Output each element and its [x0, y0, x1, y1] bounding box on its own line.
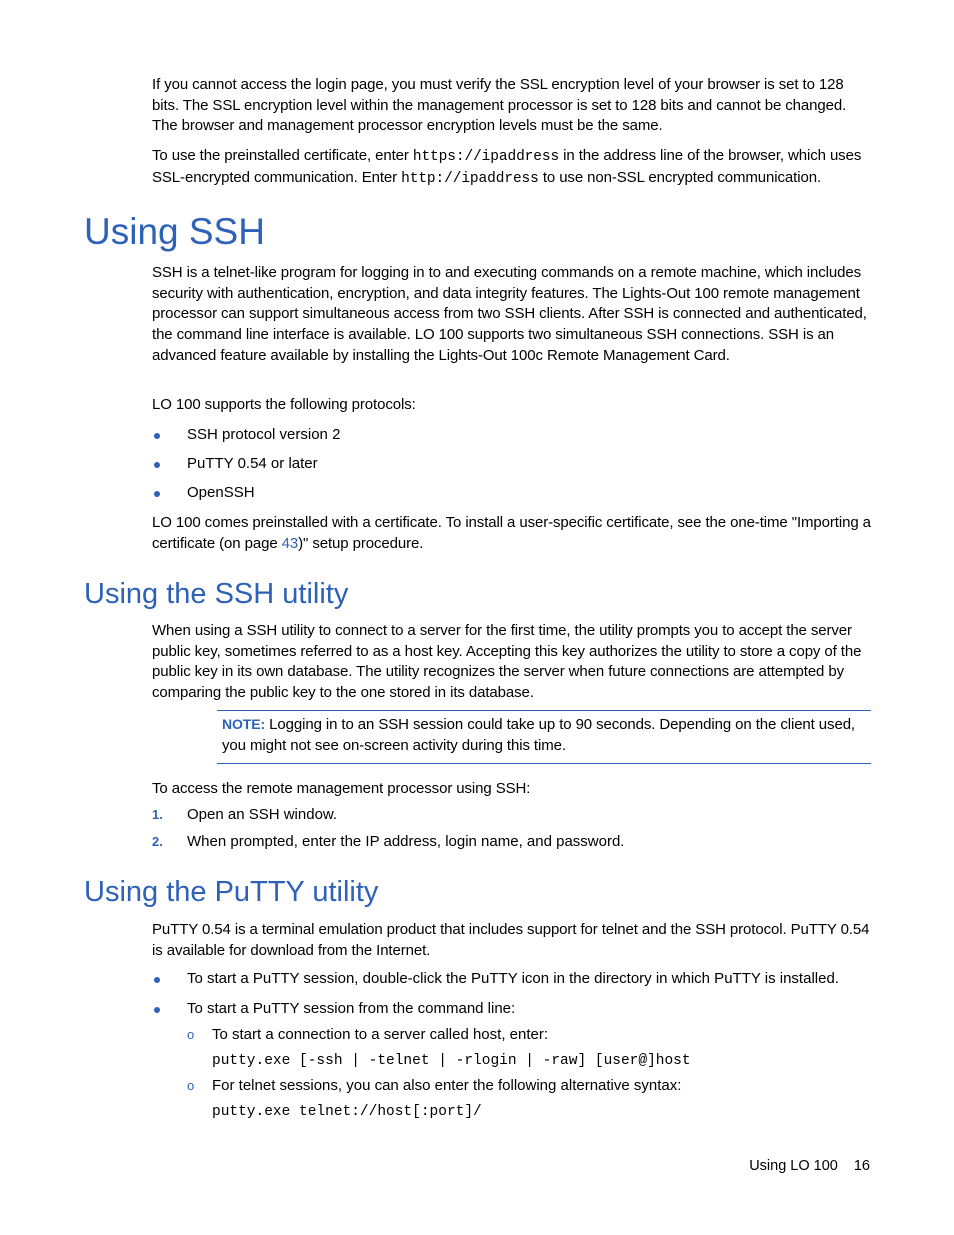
text-run: in the address line of the browser, which uses SSL-encrypted communication. Enter: [152, 147, 862, 186]
ssh-utility-paragraph: When using a SSH utility to connect to a server for the first time, the utility prompts you to accept the server public key, sometimes referred to as a host key. Accepting this key authorizes the utility to store a copy of the public key in its own database. The utility recognizes the server when future connections are attempted by comparing the public key to the one stored in its database.: [152, 622, 862, 702]
intro-paragraph-certificate: [152, 146, 872, 189]
list-item-text: OpenSSH: [187, 484, 255, 501]
text-run: )" setup procedure.: [298, 534, 424, 552]
bullet-icon: [154, 462, 160, 468]
certificate-paragraph: [152, 513, 872, 554]
note-box: [217, 710, 871, 764]
sub-list-item-text: To start a connection to a server called host, enter:: [212, 1026, 549, 1043]
intro-paragraph-ssl: If you cannot access the login page, you must verify the SSL encryption level of your browser is set to 128 bits. The SSL encryption level within the management processor is set to 128 bits and cannot be changed. The browser and management processor encryption levels must be the same.: [152, 76, 847, 135]
footer-section-title: Using LO 100: [749, 1158, 838, 1174]
text-run: LO 100 comes preinstalled with a certificate. To install a user-specific certificate, see the one-time "Importing a certificate (on page: [152, 514, 871, 552]
step-text: When prompted, enter the IP address, login name, and password.: [187, 833, 625, 850]
note-paragraph: [222, 714, 862, 756]
page-43-link[interactable]: 43: [281, 534, 299, 552]
access-intro: To access the remote management processor using SSH:: [152, 780, 531, 797]
http-code: http://ipaddress: [401, 170, 539, 187]
circle-bullet-icon: o: [187, 1078, 195, 1093]
bullet-icon: [154, 433, 160, 439]
page-number: 16: [853, 1158, 870, 1174]
https-code: https://ipaddress: [412, 149, 560, 165]
page-footer: [749, 1158, 870, 1174]
circle-bullet-icon: o: [187, 1027, 195, 1042]
heading-using-ssh: Using SSH: [84, 211, 265, 252]
ssh-description-paragraph: SSH is a telnet-like program for logging in to and executing commands on a remote machine, which includes security with authentication, encryption, and data integrity features. The Lights-Out 100 remote management processor can support simultaneous access from two SSH clients. After SSH is connected and authenticated, the command line interface is available. LO 100 supports two simultaneous SSH connections. SSH is an advanced feature available by installing the Lights-Out 100c Remote Management Card.: [152, 264, 867, 364]
step-text: Open an SSH window.: [187, 806, 338, 823]
list-item-text: To start a PuTTY session from the command line:: [187, 1000, 516, 1017]
bullet-icon: [154, 977, 160, 983]
list-item-text: PuTTY 0.54 or later: [187, 455, 318, 472]
step-number: 1.: [152, 807, 163, 822]
code-command-line: putty.exe [-ssh | -telnet | -rlogin | -raw] [user@]host: [212, 1053, 691, 1069]
bullet-icon: [154, 491, 160, 497]
sub-list-item-text: For telnet sessions, you can also enter the following alternative syntax:: [212, 1077, 682, 1094]
heading-using-putty-utility: Using the PuTTY utility: [84, 876, 379, 908]
text-run: To use the preinstalled certificate, enter: [152, 147, 413, 164]
bullet-icon: [154, 1007, 160, 1013]
text-run: to use non-SSL encrypted communication.: [538, 168, 822, 186]
code-telnet-syntax: putty.exe telnet://host[:port]/: [212, 1104, 482, 1120]
step-number: 2.: [152, 834, 163, 849]
note-text: Logging in to an SSH session could take up to 90 seconds. Depending on the client used, you might not see on-screen activity during this time.: [222, 716, 856, 754]
protocols-intro: LO 100 supports the following protocols:: [152, 396, 416, 413]
list-item-text: To start a PuTTY session, double-click the PuTTY icon in the directory in which PuTTY is installed.: [187, 970, 839, 987]
list-item-text: SSH protocol version 2: [187, 426, 341, 443]
heading-using-ssh-utility: Using the SSH utility: [84, 578, 349, 610]
putty-paragraph: PuTTY 0.54 is a terminal emulation product that includes support for telnet and the SSH protocol. PuTTY 0.54 is available for download from the Internet.: [152, 921, 870, 959]
note-label: NOTE:: [222, 716, 266, 732]
